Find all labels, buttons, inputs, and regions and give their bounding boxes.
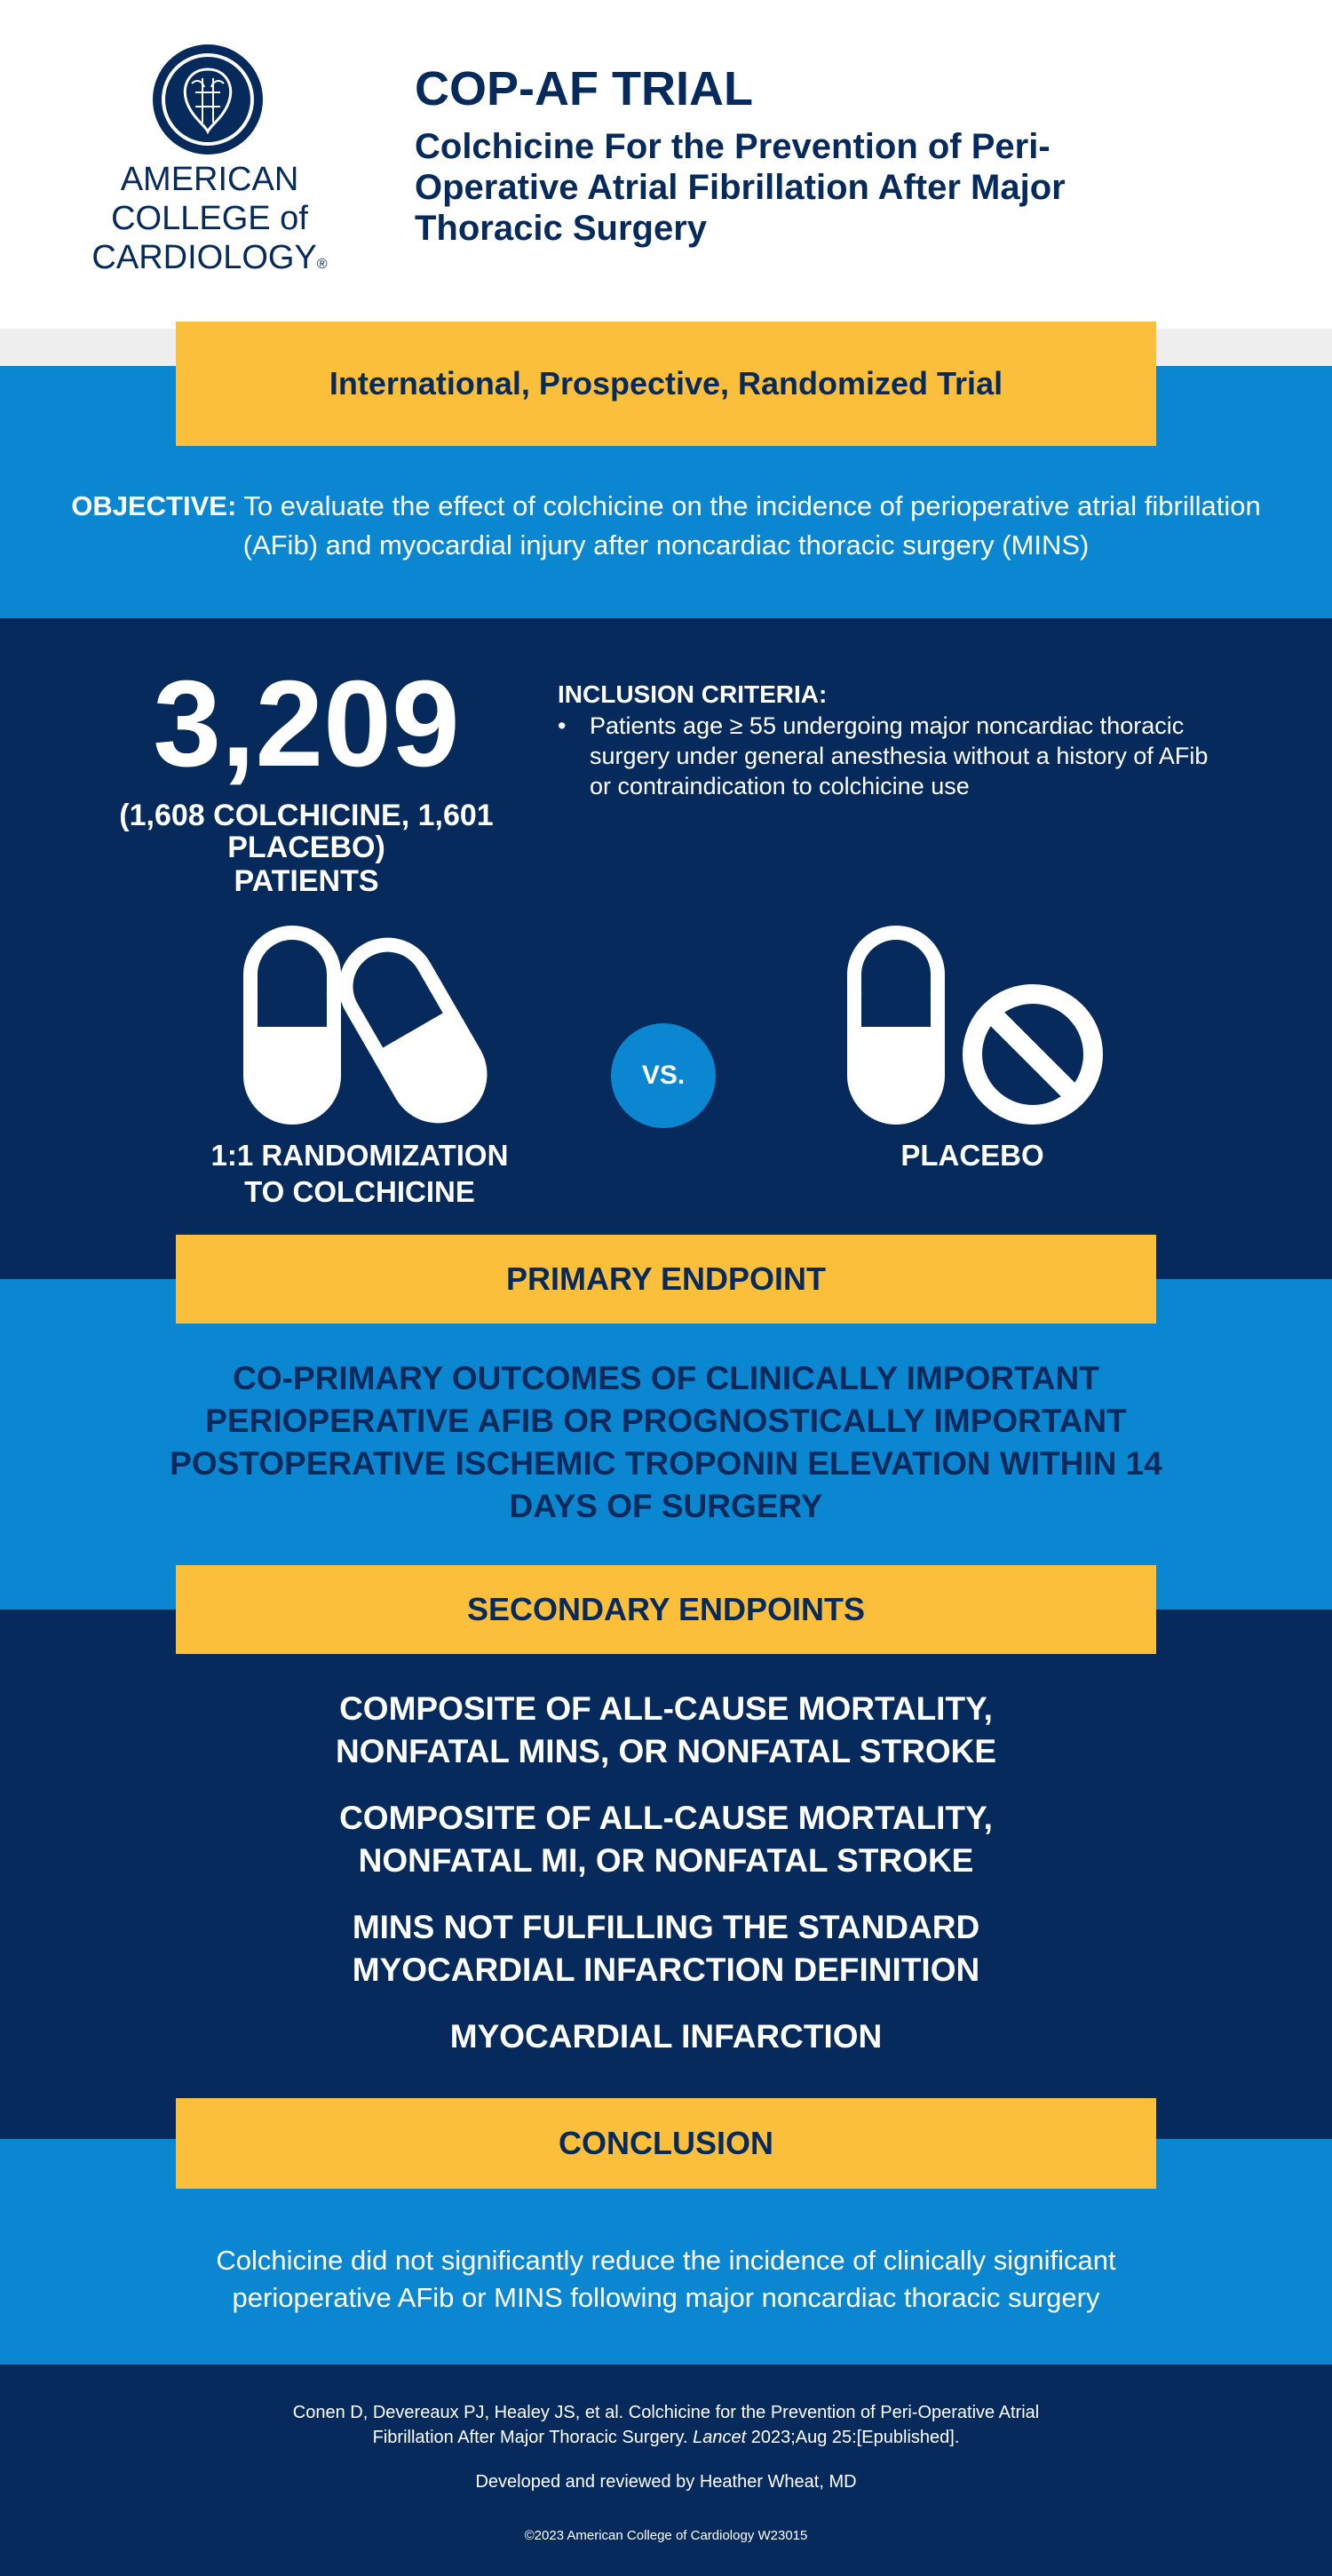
- secondary-item: COMPOSITE OF ALL-CAUSE MORTALITY, NONFATAL MINS, OR NONFATAL STROKE: [335, 1690, 997, 1769]
- inclusion-item: Patients age ≥ 55 undergoing major noncardiac thoracic surgery under general anesthesia without a history of AFib or contraindication to colchicine use: [590, 712, 1209, 799]
- tilted-capsule-icon: [329, 924, 497, 1137]
- patient-breakdown: (1,608 COLCHICINE, 1,601 PLACEBO): [119, 799, 494, 864]
- citation-details: 2023;Aug 25:[Epublished].: [746, 2428, 960, 2447]
- secondary-item: COMPOSITE OF ALL-CAUSE MORTALITY, NONFATAL MI, OR NONFATAL STROKE: [339, 1800, 993, 1879]
- objective-label: OBJECTIVE:: [71, 490, 237, 521]
- logo-line-3: CARDIOLOGY: [91, 239, 317, 276]
- copyright: ©2023 American College of Cardiology W23015: [524, 2528, 808, 2543]
- logo-line-1: AMERICAN: [120, 161, 299, 198]
- design-label: International, Prospective, Randomized Trial: [329, 365, 1003, 402]
- prohibited-icon: [961, 982, 1105, 1126]
- citation-journal: Lancet: [693, 2428, 747, 2447]
- patient-label: PATIENTS: [234, 864, 379, 898]
- secondary-header: SECONDARY ENDPOINTS: [466, 1591, 866, 1627]
- page-title: COP-AF TRIAL: [415, 62, 753, 115]
- page-subtitle: Colchicine For the Prevention of Peri-Operative Atrial Fibrillation After Major Thoracic Surgery: [415, 127, 1066, 248]
- reviewer-credit: Developed and reviewed by Heather Wheat, MD: [475, 2472, 857, 2492]
- secondary-list: [284, 1688, 1048, 2058]
- acc-wordmark: [76, 160, 343, 284]
- secondary-item: MINS NOT FULFILLING THE STANDARD MYOCARDIAL INFARCTION DEFINITION: [352, 1909, 980, 1988]
- inclusion-bullet: •: [558, 712, 567, 739]
- citation-authors: Conen D, Devereaux PJ, Healey JS, et al. Colchicine for the Prevention of Peri-Operative Atrial Fibrillation After Major Thoracic Surgery.: [292, 2403, 1040, 2447]
- acc-seal-logo: [151, 43, 265, 156]
- half-capsule-icon: [845, 924, 947, 1126]
- design-bar: [176, 322, 1156, 446]
- secondary-item: MYOCARDIAL INFARCTION: [449, 2018, 883, 2055]
- placebo-arm-label: PLACEBO: [900, 1139, 1044, 1172]
- vs-badge: [611, 1023, 716, 1128]
- conclusion-header: CONCLUSION: [559, 2125, 773, 2161]
- patient-count: 3,209: [153, 656, 460, 792]
- colchicine-label-line-1: 1:1 RANDOMIZATION: [210, 1139, 509, 1172]
- objective-text: [71, 487, 1261, 565]
- primary-text: CO-PRIMARY OUTCOMES OF CLINICALLY IMPORTANT PERIOPERATIVE AFIB OR PROGNOSTICALLY IMPORTANT POSTOPERATIVE ISCHEMIC TROPONIN ELEVATION WITHIN 14 DAYS OF SURGERY: [170, 1360, 1162, 1524]
- colchicine-label-line-2: TO COLCHICINE: [244, 1175, 475, 1208]
- capsule-icon: [242, 924, 343, 1126]
- objective-body: To evaluate the effect of colchicine on the incidence of perioperative atrial fibrillation (AFib) and myocardial injury after noncardiac thoracic surgery (MINS): [236, 490, 1261, 561]
- secondary-header-bar: [176, 1565, 1156, 1654]
- colchicine-arm-label: [178, 1137, 542, 1210]
- primary-header-bar: [176, 1235, 1156, 1324]
- logo-line-2: COLLEGE of: [111, 200, 308, 237]
- inclusion-title: INCLUSION CRITERIA:: [558, 680, 828, 708]
- header: [0, 0, 1332, 329]
- conclusion-header-bar: [176, 2098, 1156, 2189]
- registered-mark: ®: [316, 257, 328, 272]
- citation: [266, 2400, 1066, 2450]
- conclusion-text: Colchicine did not significantly reduce the incidence of clinically significant perioperative AFib or MINS following major noncardiac thoracic surgery: [216, 2245, 1116, 2313]
- vs-label: VS.: [641, 1061, 686, 1090]
- primary-header: PRIMARY ENDPOINT: [505, 1260, 827, 1297]
